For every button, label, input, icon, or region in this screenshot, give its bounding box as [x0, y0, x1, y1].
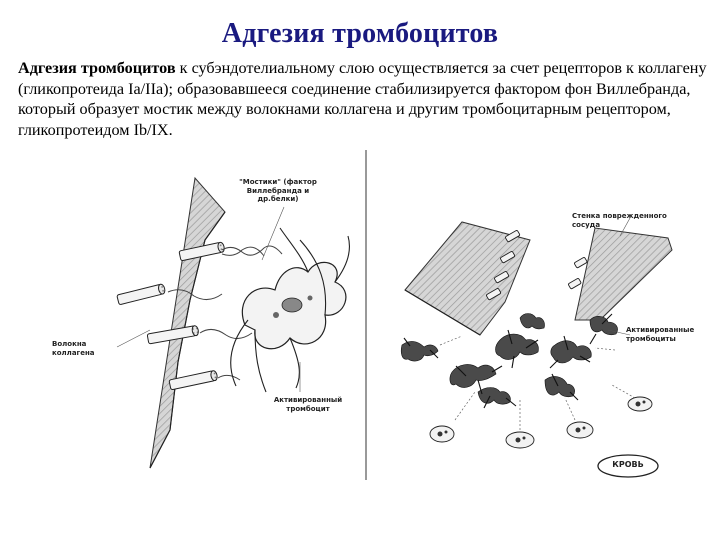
label-vessel-wall: Стенка поврежденного сосуда — [572, 212, 667, 229]
slide-title: Адгезия тромбоцитов — [221, 18, 499, 49]
vessel-wall-right — [575, 228, 672, 320]
body-text-rest: к субэндотелиальному слою осуществляется за счет рецепторов к коллагену (гликопротеида Iа/IIа); образовавшееся соединение стабилизируется фактором фон Виллебранда, который образует мостик между волокнами коллагена и другим тромбоцитарным рецептором, гликопротеидом Ib/IX. — [18, 59, 707, 139]
label-collagen: Волокна коллагена — [52, 340, 95, 357]
label-activated-platelets: Активированные тромбоциты — [626, 326, 695, 343]
resting-platelets — [430, 397, 652, 448]
resting-platelet-granules — [438, 401, 646, 443]
label-bridges: "Мостики" (фактор Виллебранда и др.белки) — [239, 178, 317, 203]
label-blood: КРОВЬ — [612, 460, 644, 469]
body-lead-term: Адгезия тромбоцитов — [18, 59, 176, 77]
label-activated-platelet: Активированный тромбоцит — [273, 396, 343, 413]
